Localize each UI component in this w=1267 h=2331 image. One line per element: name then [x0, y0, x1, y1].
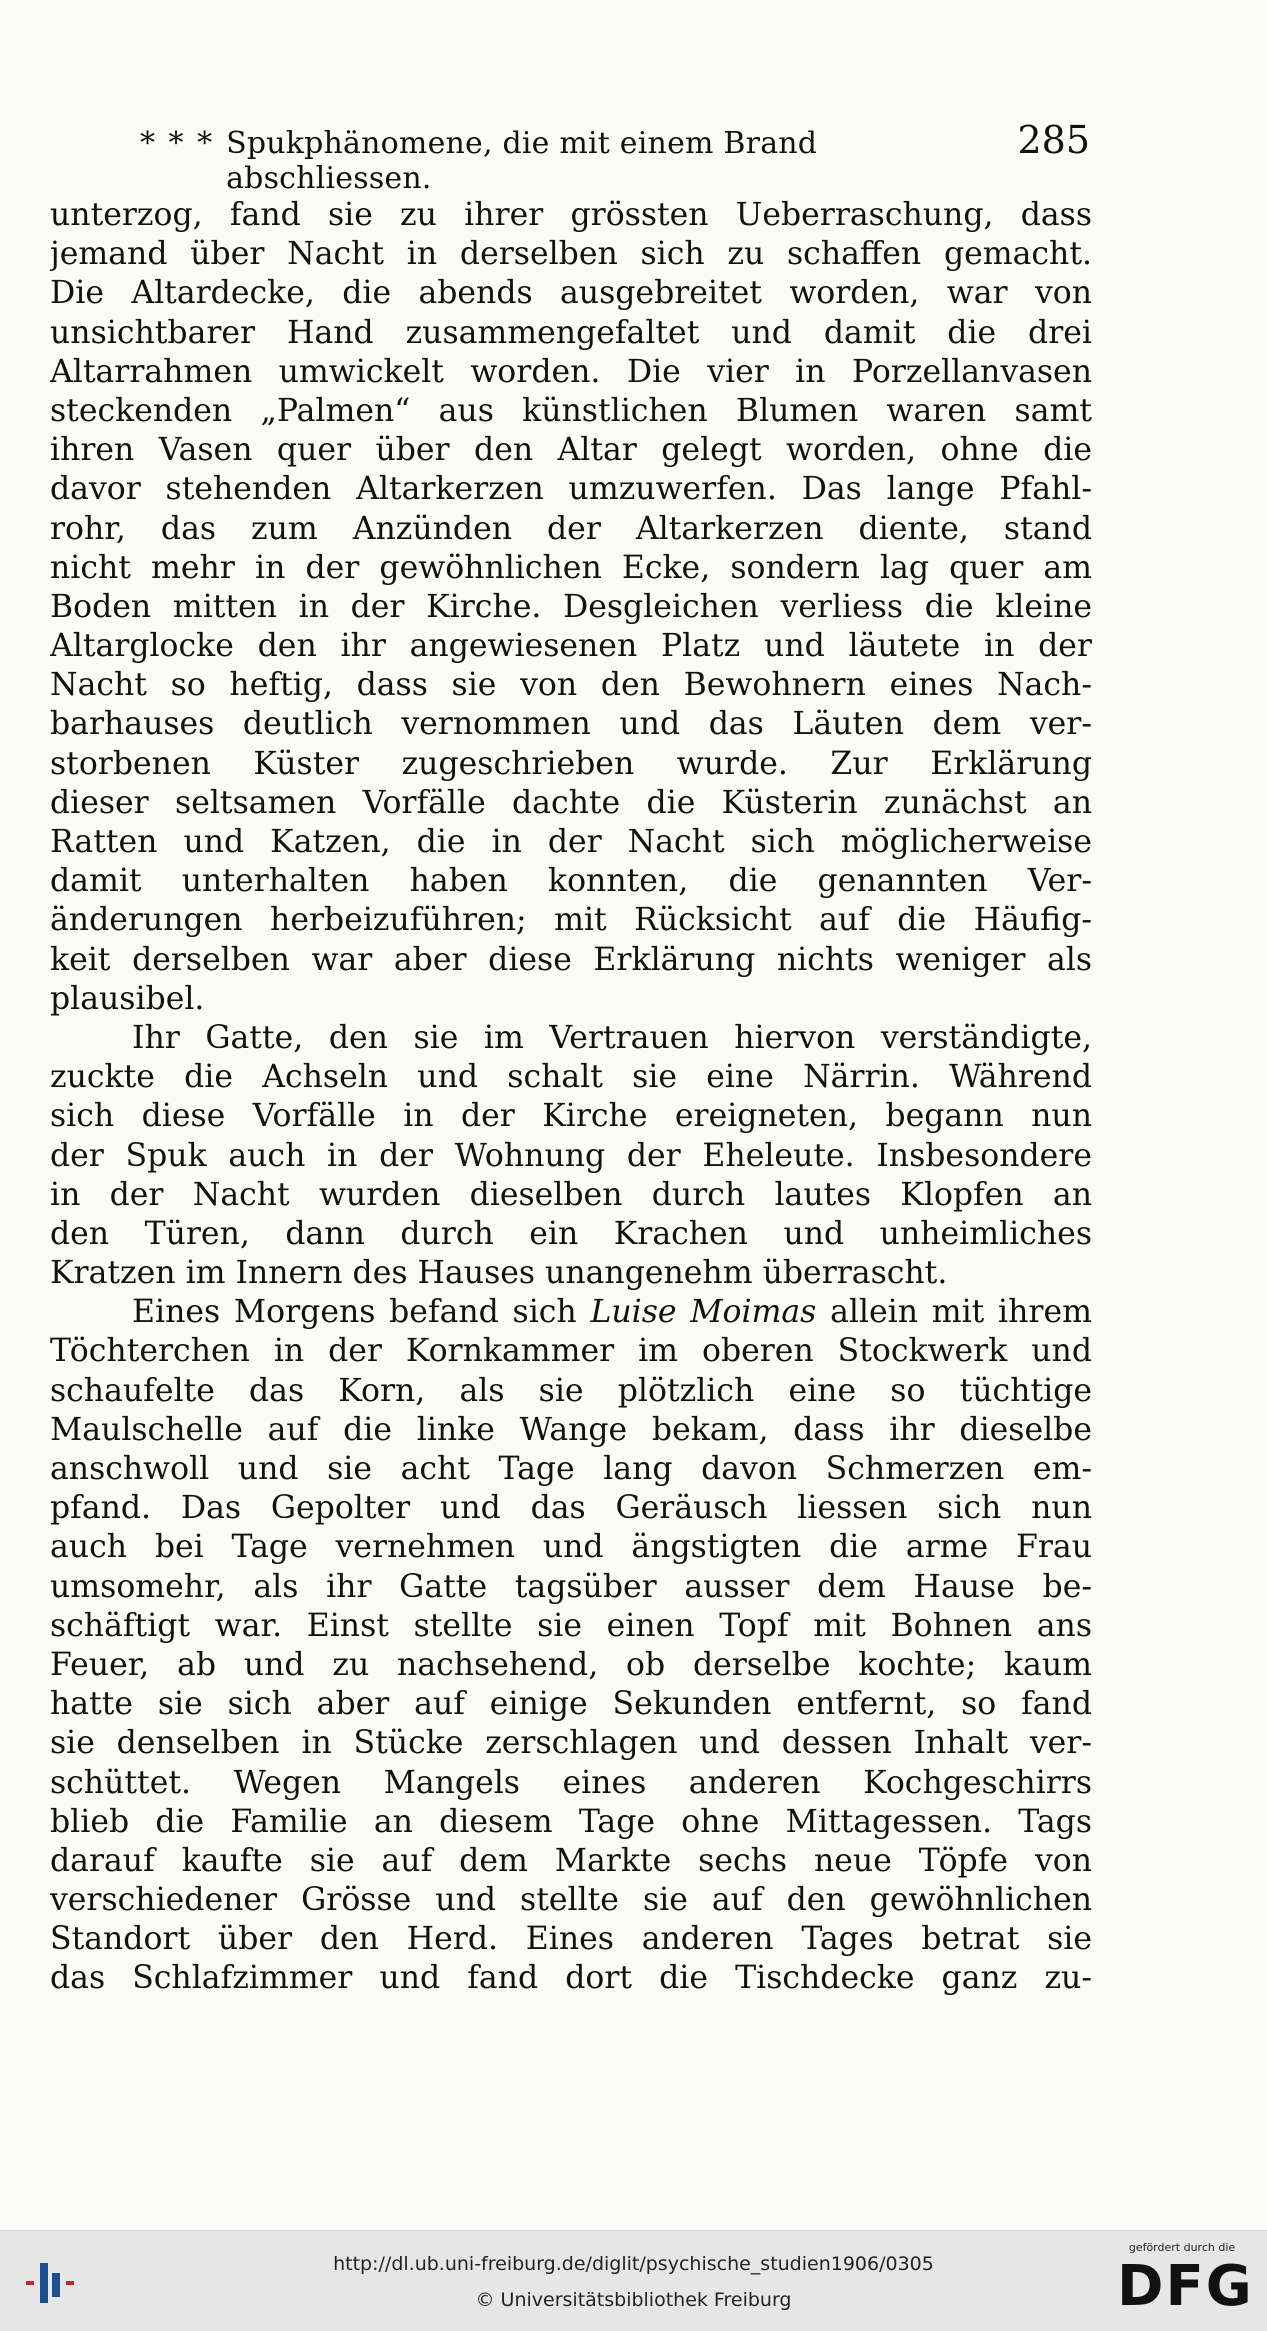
page-number: 285	[1017, 118, 1090, 162]
text-line: Die Altardecke, die abends ausgebreitet worden, war von	[50, 275, 1092, 312]
text-line	[50, 1293, 1092, 1332]
text-line: jemand über Nacht in derselben sich zu schaffen gemacht.	[50, 236, 1092, 273]
text-line: sich diese Vorfälle in der Kirche ereigneten, begann nun	[50, 1098, 1092, 1135]
text-line: ihren Vasen quer über den Altar gelegt worden, ohne die	[50, 432, 1092, 469]
text-line: anschwoll und sie acht Tage lang davon Schmerzen em-	[50, 1451, 1092, 1487]
text-line: den Türen, dann durch ein Krachen und unheimliches	[50, 1215, 1092, 1252]
text-run: allein mit ihrem	[816, 1294, 1092, 1331]
text-line: umsomehr, als ihr Gatte tagsüber ausser dem Hause be-	[50, 1568, 1092, 1605]
text-line: plausibel.	[50, 980, 205, 1017]
text-line: Ihr Gatte, den sie im Vertrauen hiervon verständigte,	[132, 1019, 1092, 1056]
text-line: darauf kaufte sie auf dem Markte sechs neue Töpfe von	[50, 1842, 1092, 1879]
text-line: Kratzen im Innern des Hauses unangenehm überrascht.	[50, 1255, 948, 1292]
text-line: Altarrahmen umwickelt worden. Die vier in Porzellanvasen	[50, 353, 1092, 390]
text-line: Töchterchen in der Kornkammer im oberen Stockwerk und	[50, 1333, 1092, 1370]
footer-bar	[0, 2230, 1267, 2331]
text-line: nicht mehr in der gewöhnlichen Ecke, sondern lag quer am	[50, 549, 1092, 586]
source-url-link[interactable]: http://dl.ub.uni-freiburg.de/diglit/psychische_studien1906/0305	[333, 2253, 934, 2275]
dfg-funded-label: gefördert durch die	[1128, 2241, 1236, 2254]
text-line: Altarglocke den ihr angewiesenen Platz und läutete in der	[50, 628, 1092, 665]
copyright-notice: © Universitätsbibliothek Freiburg	[475, 2289, 792, 2311]
text-line: unterzog, fand sie zu ihrer grössten Ueberraschung, dass	[50, 197, 1092, 233]
dfg-logo	[1117, 2241, 1254, 2323]
running-header	[140, 118, 1090, 196]
text-line: sie denselben in Stücke zerschlagen und dessen Inhalt ver-	[50, 1725, 1092, 1762]
text-line: Standort über den Herd. Eines anderen Tages betrat sie	[50, 1921, 1092, 1958]
text-line: blieb die Familie an diesem Tage ohne Mittagessen. Tags	[50, 1803, 1092, 1840]
header-title: Spukphänomene, die mit einem Brand abschliessen.	[226, 126, 818, 196]
text-line: schüttet. Wegen Mangels eines anderen Kochgeschirrs	[50, 1764, 1092, 1801]
text-line: schaufelte das Korn, als sie plötzlich eine so tüchtige	[50, 1372, 1092, 1409]
text-line: hatte sie sich aber auf einige Sekunden entfernt, so fand	[50, 1686, 1092, 1723]
text-line: das Schlafzimmer und fand dort die Tischdecke ganz zu-	[50, 1960, 1092, 1997]
text-line: davor stehenden Altarkerzen umzuwerfen. Das lange Pfahl-	[50, 471, 1092, 508]
text-line: steckenden „Palmen“ aus künstlichen Blumen waren samt	[50, 392, 1092, 429]
text-line: unsichtbarer Hand zusammengefaltet und damit die drei	[50, 314, 1092, 351]
paragraph-1	[50, 196, 1092, 1019]
person-name: Luise Moimas	[590, 1294, 817, 1331]
paragraph-3	[50, 1293, 1092, 1998]
text-line: Maulschelle auf die linke Wange bekam, dass ihr dieselbe	[50, 1411, 1092, 1448]
text-line: Feuer, ab und zu nachsehend, ob derselbe kochte; kaum	[50, 1646, 1092, 1683]
text-line: storbenen Küster zugeschrieben wurde. Zur Erklärung	[50, 745, 1092, 782]
dfg-wordmark: DFG	[1117, 2254, 1254, 2319]
text-line: rohr, das zum Anzünden der Altarkerzen diente, stand	[50, 510, 1092, 547]
text-line: damit unterhalten haben konnten, die genannten Ver-	[50, 863, 1092, 900]
text-line: der Spuk auch in der Wohnung der Eheleute. Insbesondere	[50, 1137, 1092, 1174]
text-line: keit derselben war aber diese Erklärung nichts weniger als	[50, 941, 1092, 978]
text-line: Nacht so heftig, dass sie von den Bewohnern eines Nach-	[50, 667, 1092, 704]
text-line: zuckte die Achseln und schalt sie eine Närrin. Während	[50, 1059, 1092, 1096]
text-line: auch bei Tage vernehmen und ängstigten die arme Frau	[50, 1529, 1092, 1566]
text-line: änderungen herbeizuführen; mit Rücksicht auf die Häufig-	[50, 902, 1092, 939]
paragraph-2	[50, 1019, 1092, 1293]
header-asterisks: * * *	[140, 126, 215, 161]
text-run: Eines Morgens befand sich	[132, 1294, 591, 1331]
text-line: barhauses deutlich vernommen und das Läuten dem ver-	[50, 706, 1092, 743]
text-line: pfand. Das Gepolter und das Geräusch liessen sich nun	[50, 1490, 1092, 1527]
text-line: dieser seltsamen Vorfälle dachte die Küsterin zunächst an	[50, 784, 1092, 821]
text-line: Boden mitten in der Kirche. Desgleichen verliess die kleine	[50, 588, 1092, 625]
text-line: verschiedener Grösse und stellte sie auf den gewöhnlichen	[50, 1882, 1092, 1919]
text-line: schäftigt war. Einst stellte sie einen Topf mit Bohnen ans	[50, 1607, 1092, 1644]
text-line: Ratten und Katzen, die in der Nacht sich möglicherweise	[50, 824, 1092, 860]
text-line: in der Nacht wurden dieselben durch lautes Klopfen an	[50, 1176, 1092, 1213]
body-text	[50, 196, 1092, 1999]
